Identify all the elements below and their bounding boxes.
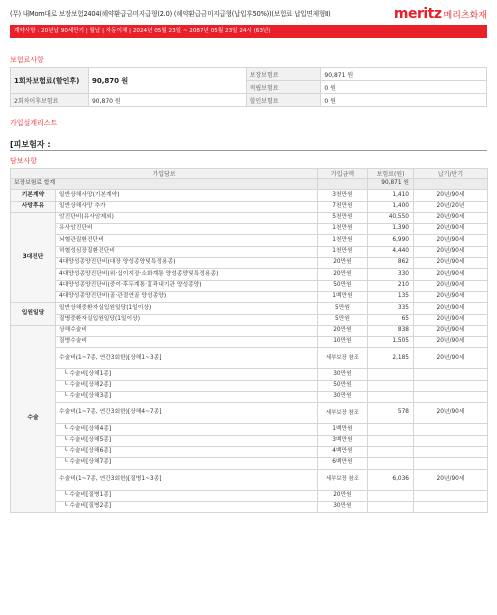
coverage-name: 유사암진단비 <box>56 224 318 235</box>
coverage-term: 20년/90세 <box>414 303 488 314</box>
coverage-row <box>11 201 488 212</box>
coverage-amount: 30만원 <box>318 392 368 403</box>
coverage-name: └ 수술비[상해3종] <box>56 392 318 403</box>
insured-divider <box>10 150 487 151</box>
coverage-term: 20년/90세 <box>414 190 488 201</box>
coverage-term: 20년/20년 <box>414 201 488 212</box>
coverage-name: 수술비(1~7종, 연간3회한)[상해1~3종] <box>56 348 318 369</box>
discount-premium-label: 할인보험료 <box>246 94 321 107</box>
coverage-name: └ 수술비[상해1종] <box>56 369 318 380</box>
coverage-premium: 135 <box>368 291 414 302</box>
coverage-premium: 335 <box>368 303 414 314</box>
coverage-row <box>11 235 488 246</box>
coverage-term <box>414 490 488 501</box>
coverage-premium <box>368 458 414 469</box>
coverage-premium: 2,185 <box>368 348 414 369</box>
coverage-amount: 20만원 <box>318 490 368 501</box>
coverage-premium <box>368 424 414 435</box>
coverage-premium: 6,990 <box>368 235 414 246</box>
coverage-row <box>11 435 488 446</box>
logo-wordmark: meritz <box>393 6 442 22</box>
coverage-premium: 862 <box>368 258 414 269</box>
coverage-term: 20년/90세 <box>414 291 488 302</box>
coverage-term <box>414 446 488 457</box>
coverage-premium <box>368 446 414 457</box>
coverage-premium <box>368 380 414 391</box>
insured-label: [피보험자 : <box>10 140 51 149</box>
coverage-name: └ 수술비[상해7종] <box>56 458 318 469</box>
coverage-amount: 50만원 <box>318 280 368 291</box>
coverage-row <box>11 490 488 501</box>
protection-premium-label: 보장보험료 <box>246 68 321 81</box>
document-title: (무) 내Mom대로 보장보험2404(해약환급금미지급형(2.0) (해약환급금미지급형(납입후50%))(보험료 납입면제형Ⅱ) <box>10 10 331 18</box>
coverage-term <box>414 369 488 380</box>
coverage-amount: 20만원 <box>318 269 368 280</box>
coverage-term: 20년/90세 <box>414 403 488 424</box>
coverage-amount: 30만원 <box>318 501 368 512</box>
coverage-row <box>11 246 488 257</box>
coverage-amount: 50만원 <box>318 380 368 391</box>
coverage-premium <box>368 392 414 403</box>
coverage-name: 수술비(1~7종, 연간3회한)[질병1~3종] <box>56 469 318 490</box>
coverage-premium: 1,400 <box>368 201 414 212</box>
coverage-name: 질병중환자실입원일당(1일이상) <box>56 314 318 325</box>
protection-premium-value: 90,871 원 <box>321 68 487 81</box>
coverage-term: 20년/90세 <box>414 280 488 291</box>
coverage-term <box>414 458 488 469</box>
contract-info-bar: 계약사항 : 20년납 90세만기 | 월납 | 자동이체 | 2024년 05월 23일 ~ 2087년 05월 23일 24시 (63년) <box>10 25 487 38</box>
coverage-name: 4대양성종양진단비(중이·후두계통·흉곽내기관 양성종양) <box>56 280 318 291</box>
header-term: 납기/만기 <box>414 169 488 179</box>
coverage-term <box>414 424 488 435</box>
total-row <box>11 179 488 190</box>
coverage-amount: 1천만원 <box>318 235 368 246</box>
coverage-name: └ 수술비[상해5종] <box>56 435 318 446</box>
coverage-premium: 4,440 <box>368 246 414 257</box>
coverage-amount: 1백만원 <box>318 424 368 435</box>
coverage-amount: 세부보장 참조 <box>318 348 368 369</box>
total-label: 보장보험료 합계 <box>11 179 318 190</box>
first-premium-label: 1회차보험료(할인후) <box>11 68 89 94</box>
coverage-premium: 1,505 <box>368 337 414 348</box>
coverage-name: 수술비(1~7종, 연간3회한)[상해4~7종] <box>56 403 318 424</box>
savings-premium-value: 0 원 <box>321 81 487 94</box>
coverage-name: 4대양성종양진단비(위·십이지장·소화계통 양성종양및특정용종) <box>56 269 318 280</box>
coverage-name: └ 수술비[질병1종] <box>56 490 318 501</box>
total-value: 90,871 원 <box>368 179 414 190</box>
coverage-row <box>11 403 488 424</box>
coverage-term: 20년/90세 <box>414 235 488 246</box>
coverage-name: 암진단비(유사암제외) <box>56 212 318 223</box>
coverage-row <box>11 458 488 469</box>
coverage-row <box>11 501 488 512</box>
first-premium-value: 90,870 원 <box>88 68 246 94</box>
coverage-amount: 3백만원 <box>318 435 368 446</box>
coverage-name: 일반상해사망 추가 <box>56 201 318 212</box>
premium-section-title: 보험료사항 <box>10 56 44 64</box>
category-cell: 입원일당 <box>11 303 56 326</box>
coverage-premium: 6,036 <box>368 469 414 490</box>
coverage-term <box>414 501 488 512</box>
coverage-amount: 30만원 <box>318 369 368 380</box>
coverage-amount: 4백만원 <box>318 446 368 457</box>
coverage-name: 4대양성종양진단비(대장 양성종양및특정용종) <box>56 258 318 269</box>
coverage-row <box>11 424 488 435</box>
coverage-amount: 20만원 <box>318 258 368 269</box>
coverage-row <box>11 303 488 314</box>
coverage-name: 일반상해사망(기본계약) <box>56 190 318 201</box>
coverage-amount: 1천만원 <box>318 224 368 235</box>
coverage-row <box>11 348 488 369</box>
coverage-amount: 6백만원 <box>318 458 368 469</box>
coverage-term: 20년/90세 <box>414 314 488 325</box>
second-premium-label: 2회차이후보험료 <box>11 94 89 107</box>
coverage-row <box>11 325 488 336</box>
header-coverage: 가입담보 <box>11 169 318 179</box>
coverage-amount: 세부보장 참조 <box>318 403 368 424</box>
coverage-name: 일반상해중환자실입원일당(1일이상) <box>56 303 318 314</box>
coverage-name: └ 수술비[질병2종] <box>56 501 318 512</box>
coverage-name: 뇌혈관질환진단비 <box>56 235 318 246</box>
coverage-amount: 1백만원 <box>318 291 368 302</box>
coverage-premium: 838 <box>368 325 414 336</box>
coverage-name: 상해수술비 <box>56 325 318 336</box>
coverage-name: └ 수술비[상해2종] <box>56 380 318 391</box>
coverage-term: 20년/90세 <box>414 258 488 269</box>
coverage-row <box>11 258 488 269</box>
coverage-premium <box>368 490 414 501</box>
coverage-premium <box>368 369 414 380</box>
coverage-row <box>11 190 488 201</box>
category-cell: 3대진단 <box>11 212 56 302</box>
coverage-term: 20년/90세 <box>414 224 488 235</box>
coverage-amount: 5만원 <box>318 303 368 314</box>
coverage-row <box>11 212 488 223</box>
coverage-term <box>414 392 488 403</box>
coverage-name: └ 수술비[상해6종] <box>56 446 318 457</box>
coverage-term: 20년/90세 <box>414 212 488 223</box>
coverage-term <box>414 380 488 391</box>
savings-premium-label: 적립보험료 <box>246 81 321 94</box>
category-cell: 수술 <box>11 325 56 512</box>
meritz-logo <box>394 6 487 22</box>
coverage-term <box>414 435 488 446</box>
coverage-name: 4대양성종양진단비(골·관절연골 양성종양) <box>56 291 318 302</box>
design-list-title: 가입설계리스트 <box>10 119 58 127</box>
coverage-amount: 세부보장 참조 <box>318 469 368 490</box>
coverage-amount: 1천만원 <box>318 246 368 257</box>
coverage-term: 20년/90세 <box>414 337 488 348</box>
coverage-name: 질병수술비 <box>56 337 318 348</box>
coverage-amount: 10만원 <box>318 337 368 348</box>
coverage-premium <box>368 501 414 512</box>
premium-table <box>10 67 487 107</box>
coverage-premium: 330 <box>368 269 414 280</box>
coverage-row <box>11 291 488 302</box>
coverage-row <box>11 314 488 325</box>
coverage-row <box>11 280 488 291</box>
coverage-row <box>11 337 488 348</box>
discount-premium-value: 0 원 <box>321 94 487 107</box>
header-amount: 가입금액 <box>318 169 368 179</box>
coverage-amount: 5만원 <box>318 314 368 325</box>
coverage-premium: 1,390 <box>368 224 414 235</box>
coverage-amount: 7천만원 <box>318 201 368 212</box>
coverage-row <box>11 269 488 280</box>
coverage-row <box>11 369 488 380</box>
coverage-premium: 65 <box>368 314 414 325</box>
coverage-term: 20년/90세 <box>414 469 488 490</box>
coverage-premium: 40,550 <box>368 212 414 223</box>
coverage-amount: 5천만원 <box>318 212 368 223</box>
coverage-row <box>11 446 488 457</box>
coverage-name: 허혈성심장질환진단비 <box>56 246 318 257</box>
header-premium: 보험료(원) <box>368 169 414 179</box>
second-premium-value: 90,870 원 <box>88 94 246 107</box>
coverage-section-title: 담보사항 <box>10 157 38 165</box>
coverage-term: 20년/90세 <box>414 246 488 257</box>
category-cell: 사망후유 <box>11 201 56 212</box>
coverage-row <box>11 380 488 391</box>
coverage-premium: 1,410 <box>368 190 414 201</box>
coverage-amount: 20만원 <box>318 325 368 336</box>
coverage-premium: 578 <box>368 403 414 424</box>
logo-korean: 메리츠화재 <box>443 11 487 21</box>
coverage-row <box>11 392 488 403</box>
coverage-term: 20년/90세 <box>414 325 488 336</box>
coverage-premium <box>368 435 414 446</box>
coverage-term: 20년/90세 <box>414 348 488 369</box>
category-cell: 기본계약 <box>11 190 56 201</box>
coverage-amount: 3천만원 <box>318 190 368 201</box>
coverage-premium: 210 <box>368 280 414 291</box>
coverage-row <box>11 469 488 490</box>
coverage-term: 20년/90세 <box>414 269 488 280</box>
coverage-row <box>11 224 488 235</box>
coverage-table <box>10 168 488 513</box>
coverage-name: └ 수술비[상해4종] <box>56 424 318 435</box>
